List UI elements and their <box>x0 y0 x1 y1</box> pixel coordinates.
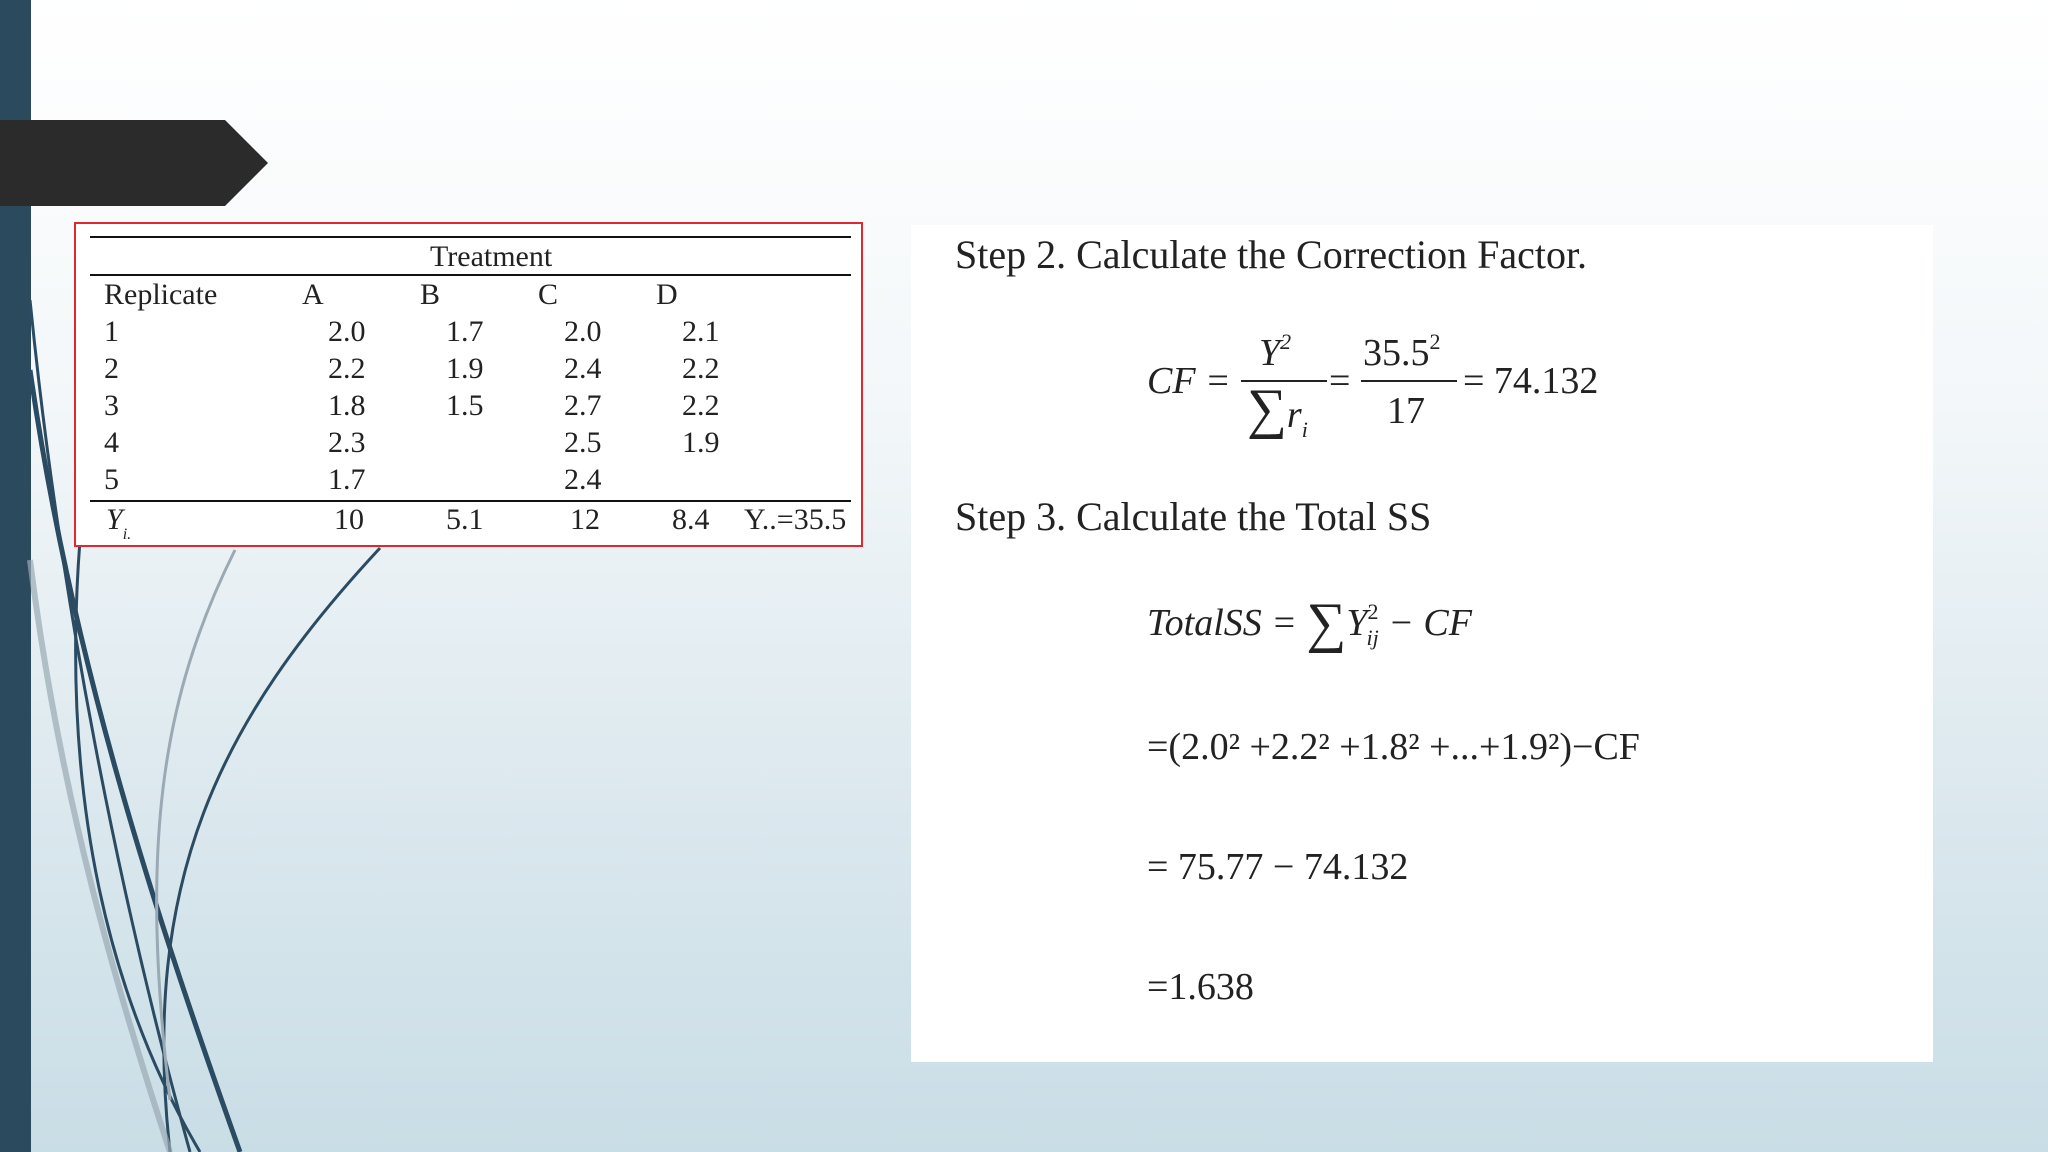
total-c: 12 <box>570 503 600 536</box>
table-cell-a: 2.2 <box>328 352 366 385</box>
cf-denominator-2: 17 <box>1387 390 1425 432</box>
cf-denominator <box>1247 377 1308 441</box>
sigma-symbol: ∑ <box>1306 592 1347 654</box>
column-header-b: B <box>420 278 441 311</box>
table-header-rule <box>90 274 851 276</box>
column-header-a: A <box>302 278 324 311</box>
column-header-replicate: Replicate <box>104 278 218 311</box>
table-cell-b: 1.7 <box>446 315 484 348</box>
cf-num-sup: 2 <box>1280 329 1292 354</box>
table-totals-rule <box>90 500 851 502</box>
table-cell-c: 2.4 <box>564 352 602 385</box>
totals-label-y: Y <box>106 503 123 536</box>
table-cell-d: 2.1 <box>682 315 720 348</box>
cf-num2-base: 35.5 <box>1363 332 1430 374</box>
totalss-line1 <box>1147 585 1472 654</box>
total-a: 10 <box>334 503 364 536</box>
table-cell-replicate: 2 <box>104 352 119 385</box>
table-cell-a: 1.8 <box>328 389 366 422</box>
table-cell-c: 2.5 <box>564 426 602 459</box>
table-cell-d: 2.2 <box>682 389 720 422</box>
step2-heading: Step 2. Calculate the Correction Factor. <box>955 232 1588 277</box>
totals-label-sub: i. <box>122 526 132 543</box>
math-panel <box>911 225 1933 1062</box>
table-cell-d: 2.2 <box>682 352 720 385</box>
cf-numerator-2 <box>1363 331 1441 375</box>
cf-num2-sup: 2 <box>1429 329 1441 354</box>
table-cell-replicate: 5 <box>104 463 119 496</box>
cf-result: = 74.132 <box>1463 360 1599 402</box>
totalss-line4: =1.638 <box>1147 966 1254 1008</box>
totalss-line2: =(2.0² +2.2² +1.8² +...+1.9²)−CF <box>1147 726 1640 768</box>
cf-num-y: Y <box>1259 332 1281 374</box>
table-group-header: Treatment <box>430 240 553 273</box>
table-top-rule <box>90 236 851 238</box>
table-cell-a: 2.3 <box>328 426 366 459</box>
totals-label <box>106 503 131 542</box>
totalss-minus-cf: − CF <box>1388 602 1472 644</box>
totalss-sup: 2 <box>1367 599 1379 624</box>
table-cell-replicate: 3 <box>104 389 119 422</box>
table-cell-b: 1.5 <box>446 389 484 422</box>
totalss-line3: = 75.77 − 74.132 <box>1147 846 1409 888</box>
cf-den-sub: i <box>1301 417 1308 442</box>
cf-equals: = <box>1329 360 1351 402</box>
step3-heading: Step 3. Calculate the Total SS <box>955 494 1432 539</box>
table-cell-c: 2.7 <box>564 389 602 422</box>
table-cell-c: 2.0 <box>564 315 602 348</box>
table-cell-replicate: 1 <box>104 315 119 348</box>
table-cell-replicate: 4 <box>104 426 119 459</box>
cf-numerator <box>1259 331 1291 375</box>
table-cell-b: 1.9 <box>446 352 484 385</box>
column-header-d: D <box>656 278 678 311</box>
totalss-lhs: TotalSS = <box>1147 602 1297 644</box>
cf-den-r: r <box>1286 394 1302 436</box>
cf-fraction-bar-2 <box>1361 380 1457 382</box>
grand-total: Y..=35.5 <box>744 503 847 536</box>
totalss-sub: ij <box>1366 625 1379 650</box>
data-table <box>74 222 863 547</box>
title-arrow-shape <box>0 120 268 206</box>
sigma-symbol: ∑ <box>1247 378 1287 440</box>
table-cell-a: 2.0 <box>328 315 366 348</box>
table-cell-c: 2.4 <box>564 463 602 496</box>
column-header-c: C <box>538 278 559 311</box>
total-d: 8.4 <box>672 503 710 536</box>
cf-lhs: CF = <box>1147 360 1231 402</box>
table-cell-d: 1.9 <box>682 426 720 459</box>
table-cell-a: 1.7 <box>328 463 366 496</box>
total-b: 5.1 <box>446 503 484 536</box>
totalss-y: Y <box>1346 602 1368 644</box>
